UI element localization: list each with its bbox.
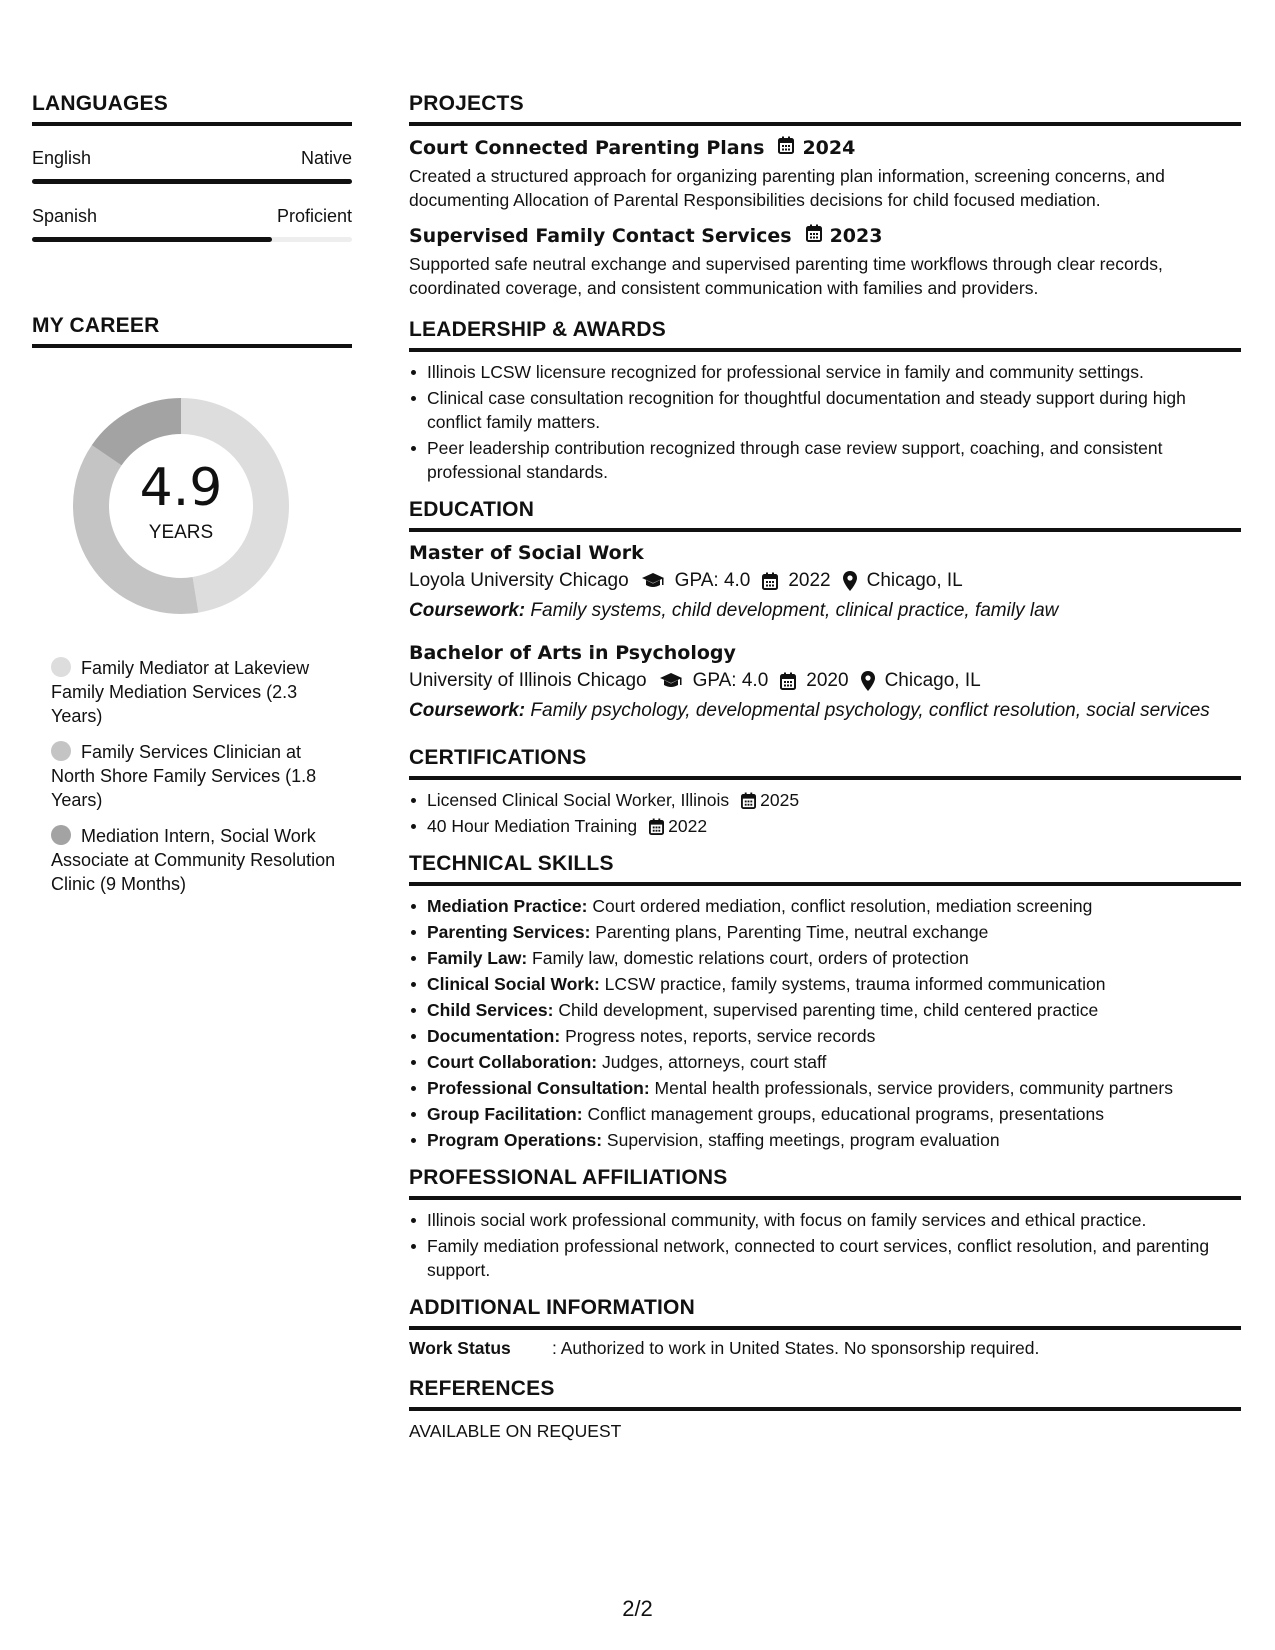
school-name: Loyola University Chicago [409, 570, 629, 591]
language-proficiency-fill [32, 179, 352, 184]
additional-info-heading: ADDITIONAL INFORMATION [409, 1296, 1241, 1330]
skill-label: Documentation: [427, 1026, 561, 1046]
skills-list [409, 894, 1241, 1152]
skill-item [409, 998, 1241, 1022]
language-name: English [32, 148, 92, 168]
skill-item [409, 1024, 1241, 1048]
coursework [409, 698, 1241, 724]
certification-item [409, 814, 1241, 838]
skill-value: Conflict management groups, educational programs, presentations [587, 1104, 1104, 1124]
skill-item [409, 946, 1241, 970]
projects-heading: PROJECTS [409, 92, 1241, 126]
legend-dot [51, 657, 71, 677]
language-level: Native [300, 148, 352, 168]
skill-item [409, 1102, 1241, 1126]
language-proficiency-bar [32, 179, 352, 184]
skill-item [409, 1128, 1241, 1152]
references-heading: REFERENCES [409, 1377, 1241, 1411]
career-legend-label: Mediation Intern, Social Work Associate at Community Resolution Clinic (9 Months) [51, 826, 336, 894]
affiliation-item: Family mediation professional network, connected to court services, conflict resolution, and parenting support. [409, 1234, 1241, 1282]
certification-year: 2025 [760, 790, 800, 810]
certifications-list [409, 788, 1241, 838]
school-location: Chicago, IL [884, 670, 981, 691]
career-heading: MY CAREER [32, 314, 352, 348]
calendar-icon [806, 224, 822, 247]
graduation-cap-icon [659, 672, 683, 690]
skill-item [409, 972, 1241, 996]
graduation-year: 2022 [788, 570, 831, 591]
gpa: GPA: 4.0 [692, 670, 769, 691]
career-total-years: 4.9 [139, 458, 223, 518]
skill-label: Professional Consultation: [427, 1078, 650, 1098]
leadership-item: Illinois LCSW licensure recognized for professional service in family and community settings. [409, 360, 1241, 384]
coursework [409, 598, 1241, 624]
right-column [409, 92, 1241, 1442]
language-level: Proficient [276, 206, 352, 226]
work-status-row [409, 1338, 1241, 1359]
skill-value: Supervision, staffing meetings, program evaluation [606, 1130, 1000, 1150]
project-year: 2023 [829, 224, 883, 247]
skill-label: Clinical Social Work: [427, 974, 600, 994]
coursework-label: Coursework: [409, 600, 526, 621]
skill-value: Court ordered mediation, conflict resolution, mediation screening [592, 896, 1093, 916]
work-status-value: : Authorized to work in United States. No sponsorship required. [552, 1338, 1040, 1358]
career-legend-item [51, 656, 341, 728]
location-pin-icon [861, 671, 875, 691]
graduation-cap-icon [641, 572, 665, 590]
skill-label: Court Collaboration: [427, 1052, 598, 1072]
project-description: Supported safe neutral exchange and supervised parenting time workflows through clear records, coordinated coverage, and consistent communication with families and providers. [409, 254, 1163, 298]
education-heading: EDUCATION [409, 498, 1241, 532]
career-donut-chart [65, 390, 297, 622]
donut-center [65, 390, 297, 622]
project-item [409, 136, 1241, 212]
skill-item [409, 1050, 1241, 1074]
career-legend-item [51, 740, 341, 812]
skill-value: Judges, attorneys, court staff [602, 1052, 827, 1072]
graduation-year: 2020 [806, 670, 849, 691]
career-legend-label: Family Mediator at Lakeview Family Mediation Services (2.3 Years) [51, 658, 310, 726]
career-legend-item [51, 824, 341, 896]
skill-value: LCSW practice, family systems, trauma informed communication [604, 974, 1106, 994]
skills-heading: TECHNICAL SKILLS [409, 852, 1241, 886]
skill-label: Child Services: [427, 1000, 554, 1020]
leadership-list [409, 360, 1241, 484]
skill-label: Group Facilitation: [427, 1104, 583, 1124]
affiliation-item: Illinois social work professional community, with focus on family services and ethical practice. [409, 1208, 1241, 1232]
education-item [409, 542, 1241, 624]
skill-item [409, 920, 1241, 944]
skill-label: Program Operations: [427, 1130, 603, 1150]
calendar-icon [778, 136, 794, 159]
leadership-item: Clinical case consultation recognition for thoughtful documentation and steady support during high conflict family matters. [409, 386, 1241, 434]
education-item [409, 642, 1241, 724]
skill-value: Family law, domestic relations court, orders of protection [532, 948, 969, 968]
left-column [32, 92, 352, 908]
certifications-heading: CERTIFICATIONS [409, 746, 1241, 780]
skill-value: Child development, supervised parenting time, child centered practice [558, 1000, 1099, 1020]
skill-label: Family Law: [427, 948, 528, 968]
certification-name: 40 Hour Mediation Training [427, 816, 638, 836]
affiliations-list [409, 1208, 1241, 1282]
language-proficiency-bar [32, 237, 352, 242]
skill-value: Parenting plans, Parenting Time, neutral exchange [595, 922, 989, 942]
location-pin-icon [843, 571, 857, 591]
certification-name: Licensed Clinical Social Worker, Illinois [427, 790, 730, 810]
career-legend [51, 656, 341, 896]
language-name: Spanish [32, 206, 98, 226]
language-proficiency-fill [32, 237, 272, 242]
degree-name: Master of Social Work [409, 542, 644, 564]
project-name: Supervised Family Contact Services [409, 224, 792, 247]
coursework-text: Family systems, child development, clinical practice, family law [530, 600, 1059, 621]
certification-year: 2022 [668, 816, 708, 836]
project-description: Created a structured approach for organizing parenting plan information, screening concerns, and documenting Allocation of Parental Responsibilities decisions for child focused mediation. [409, 166, 1165, 210]
languages-heading: LANGUAGES [32, 92, 352, 126]
skill-value: Mental health professionals, service providers, community partners [654, 1078, 1173, 1098]
skill-label: Mediation Practice: [427, 896, 588, 916]
calendar-icon [762, 572, 778, 590]
project-name: Court Connected Parenting Plans [409, 136, 765, 159]
school-location: Chicago, IL [866, 570, 963, 591]
language-item [32, 206, 352, 242]
project-year: 2024 [802, 136, 856, 159]
legend-dot [51, 825, 71, 845]
calendar-icon [649, 818, 664, 835]
leadership-heading: LEADERSHIP & AWARDS [409, 318, 1241, 352]
page-number: 2/2 [622, 1596, 653, 1621]
skill-label: Parenting Services: [427, 922, 591, 942]
skill-item [409, 894, 1241, 918]
project-item [409, 224, 1241, 300]
skill-value: Progress notes, reports, service records [565, 1026, 876, 1046]
school-name: University of Illinois Chicago [409, 670, 647, 691]
gpa: GPA: 4.0 [674, 570, 751, 591]
leadership-item: Peer leadership contribution recognized through case review support, coaching, and consistent professional standards. [409, 436, 1241, 484]
legend-dot [51, 741, 71, 761]
references-text: AVAILABLE ON REQUEST [409, 1421, 622, 1441]
certification-item [409, 788, 1241, 812]
degree-name: Bachelor of Arts in Psychology [409, 642, 736, 664]
coursework-label: Coursework: [409, 700, 526, 721]
calendar-icon [741, 792, 756, 809]
work-status-label: Work Status [409, 1338, 511, 1358]
calendar-icon [780, 672, 796, 690]
language-item [32, 148, 352, 184]
skill-item [409, 1076, 1241, 1100]
coursework-text: Family psychology, developmental psychology, conflict resolution, social services [530, 700, 1210, 721]
affiliations-heading: PROFESSIONAL AFFILIATIONS [409, 1166, 1241, 1200]
career-total-unit: YEARS [148, 522, 214, 543]
career-legend-label: Family Services Clinician at North Shore Family Services (1.8 Years) [51, 742, 317, 810]
